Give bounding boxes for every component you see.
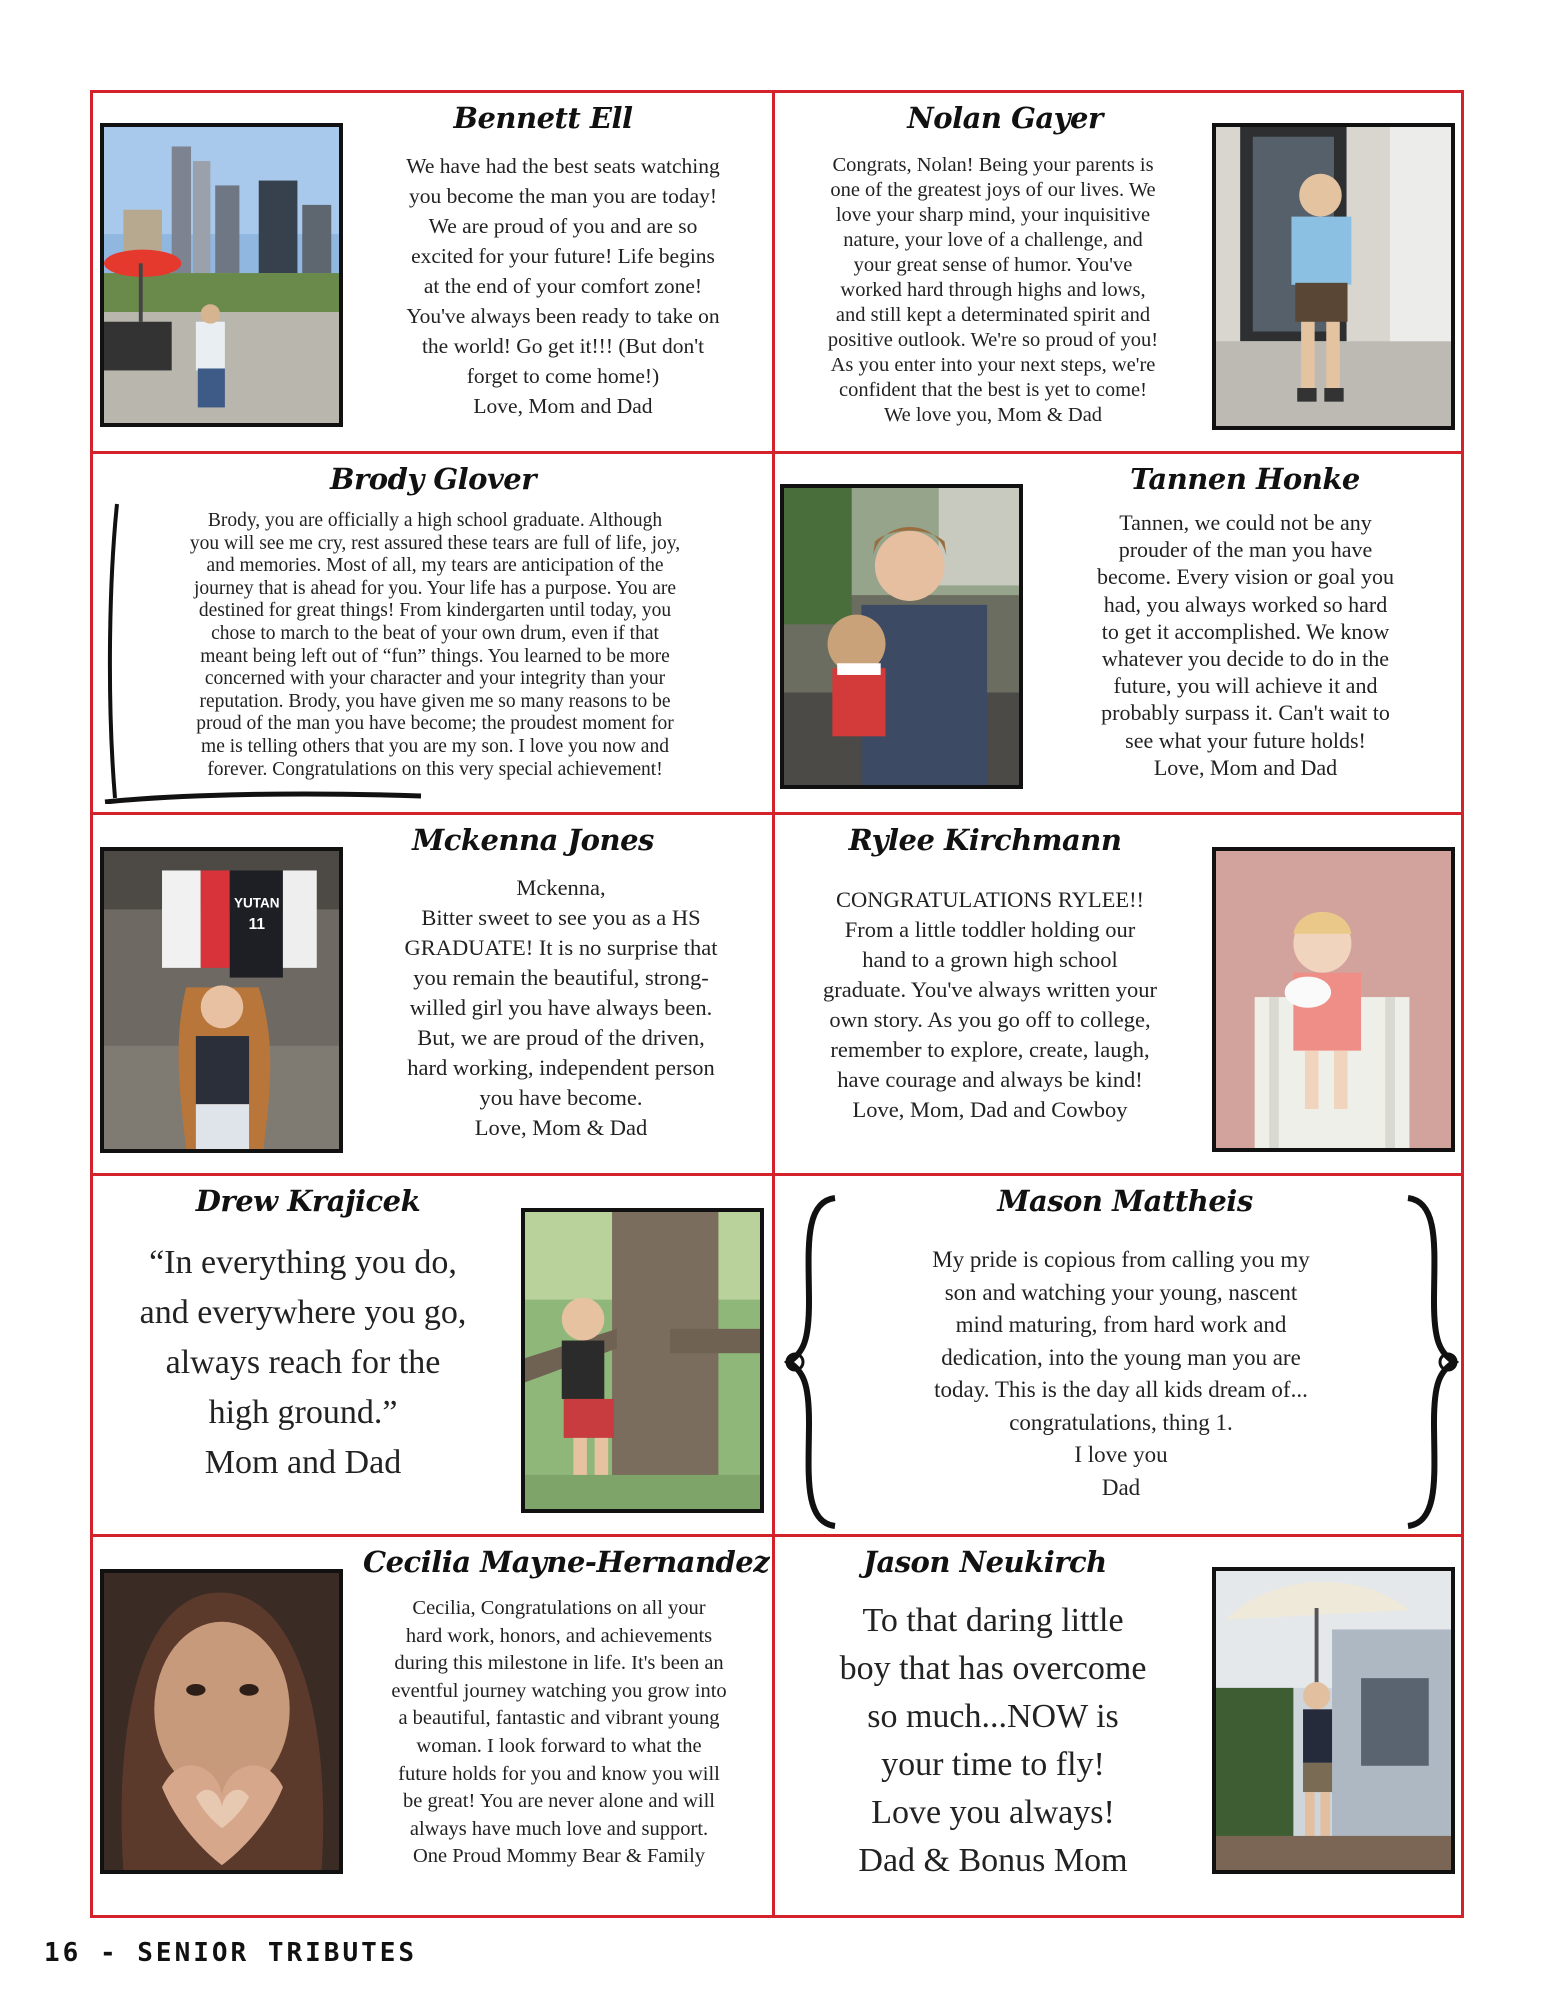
tribute-name: Jason Neukirch	[863, 1545, 1107, 1579]
tribute-name: Cecilia Mayne-Hernandez	[363, 1545, 770, 1579]
right-curly-brace-ornament	[1400, 1192, 1460, 1532]
tribute-name: Mckenna Jones	[412, 823, 654, 857]
tribute-name: Mason Mattheis	[997, 1184, 1253, 1218]
tribute-card-tannen-honke	[772, 451, 1464, 817]
tribute-photo-girl-medals	[100, 847, 343, 1153]
tribute-card-nolan-gayer	[772, 90, 1464, 455]
swoosh-underline-bottom	[103, 790, 423, 804]
tribute-photo-city-skyline-child	[100, 123, 343, 427]
tribute-name: Nolan Gayer	[907, 101, 1103, 135]
tribute-card-mason-mattheis	[772, 1173, 1464, 1539]
tribute-photo-boy-with-umbrella	[1212, 1567, 1455, 1874]
tribute-photo-child-in-tree	[521, 1208, 764, 1513]
tribute-message: CONGRATULATIONS RYLEE!! From a little toddler holding our hand to a grown high school graduate. You've always written your own story. As you go off to college, remember to explore, create, laugh, have courage and always be kind! Love, Mom, Dad and Cowboy	[823, 887, 1157, 1122]
tribute-name: Drew Krajicek	[195, 1184, 421, 1218]
tribute-message: Congrats, Nolan! Being your parents is one of the greatest joys of our lives. We love your sharp mind, your inquisitive nature, your love of a challenge, and your great sense of humor. You've worked hard through highs and lows, and still kept a determinated spirit and positive outlook. We're so proud of you! As you enter into your next steps, we're confident that the best is yet to come! We love you, Mom & Dad	[827, 154, 1159, 426]
tribute-name: Rylee Kirchmann	[848, 823, 1122, 857]
tribute-name: Brody Glover	[329, 462, 537, 496]
tribute-message: Tannen, we could not be any prouder of the man you have become. Every vision or goal you had, you always worked so hard to get it accomplished. We know whatever you decide to do in the future, you will achieve it and probably surpass it. Can't wait to see what your future holds! Love, Mom and Dad	[1097, 510, 1394, 780]
jersey-text: YUTAN	[233, 895, 280, 911]
tribute-message: My pride is copious from calling you my son and watching your young, nascent mind maturing, from hard work and dedication, into the young man you are today. This is the day all kids dream of... congratulations, thing 1. I love you Dad	[932, 1247, 1310, 1500]
tribute-grid	[90, 90, 1458, 1912]
tribute-card-cecilia-mayne-hernandez	[90, 1534, 775, 1918]
page-footer: 16 - SENIOR TRIBUTES	[44, 1938, 418, 1968]
tribute-photo-teen-with-dog	[780, 484, 1023, 789]
tribute-card-bennett-ell	[90, 90, 775, 455]
left-curly-brace-ornament	[783, 1192, 843, 1532]
tribute-message: We have had the best seats watching you become the man you are today! We are proud of you and are so excited for your future! Life begins at the end of your comfort zone! You've always been ready to take on the world! Go get it!!! (But don't forget to come home!) Love, Mom and Dad	[406, 154, 720, 418]
tribute-name: Tannen Honke	[1130, 462, 1360, 496]
jersey-number: 11	[248, 915, 265, 933]
tribute-message: Brody, you are officially a high school graduate. Although you will see me cry, rest assured these tears are full of life, joy, and memories. Most of all, my tears are anticipation of the journey that is ahead for you. Your life has a purpose. You are destined for great things! From kindergarten until today, you chose to march to the beat of your own drum, even if that meant being left out of “fun” things. You learned to be more concerned with your character and your integrity than your reputation. Brody, you have given me so many reasons to be proud of the man you have become; the proudest moment for me is telling others that you are my son. I love you now and forever. Congratulations on this very special achievement!	[189, 510, 681, 780]
tribute-photo-boy-backpack	[1212, 123, 1455, 430]
tribute-card-jason-neukirch	[772, 1534, 1464, 1918]
tribute-name: Bennett Ell	[453, 101, 633, 135]
tribute-card-brody-glover	[90, 451, 775, 817]
tribute-message: Cecilia, Congratulations on all your hard work, honors, and achievements during this milestone in life. It's been an eventful journey watching you grow into a beautiful, fantastic and vibrant young woman. I look forward to what the future holds for you and know you will be great! You are never alone and will always have much love and support. One Proud Mommy Bear & Family	[391, 1597, 727, 1868]
tribute-message: “In everything you do, and everywhere you go, always reach for the high ground.” Mom and Dad	[139, 1244, 467, 1481]
tribute-card-rylee-kirchmann	[772, 812, 1464, 1178]
tribute-photo-toddler-wicker-chair	[1212, 847, 1455, 1152]
tribute-message: Mckenna, Bitter sweet to see you as a HS GRADUATE! It is no surprise that you remain the beautiful, strong- willed girl you have always been. But, we are proud of the driven, hard working, independent person you have become. Love, Mom & Dad	[404, 875, 718, 1140]
tribute-photo-girl-heart-hands	[100, 1569, 343, 1874]
tribute-card-mckenna-jones	[90, 812, 775, 1178]
tribute-message: To that daring little boy that has overcome so much...NOW is your time to fly! Love you always! Dad & Bonus Mom	[839, 1602, 1147, 1879]
tribute-card-drew-krajicek	[90, 1173, 775, 1539]
